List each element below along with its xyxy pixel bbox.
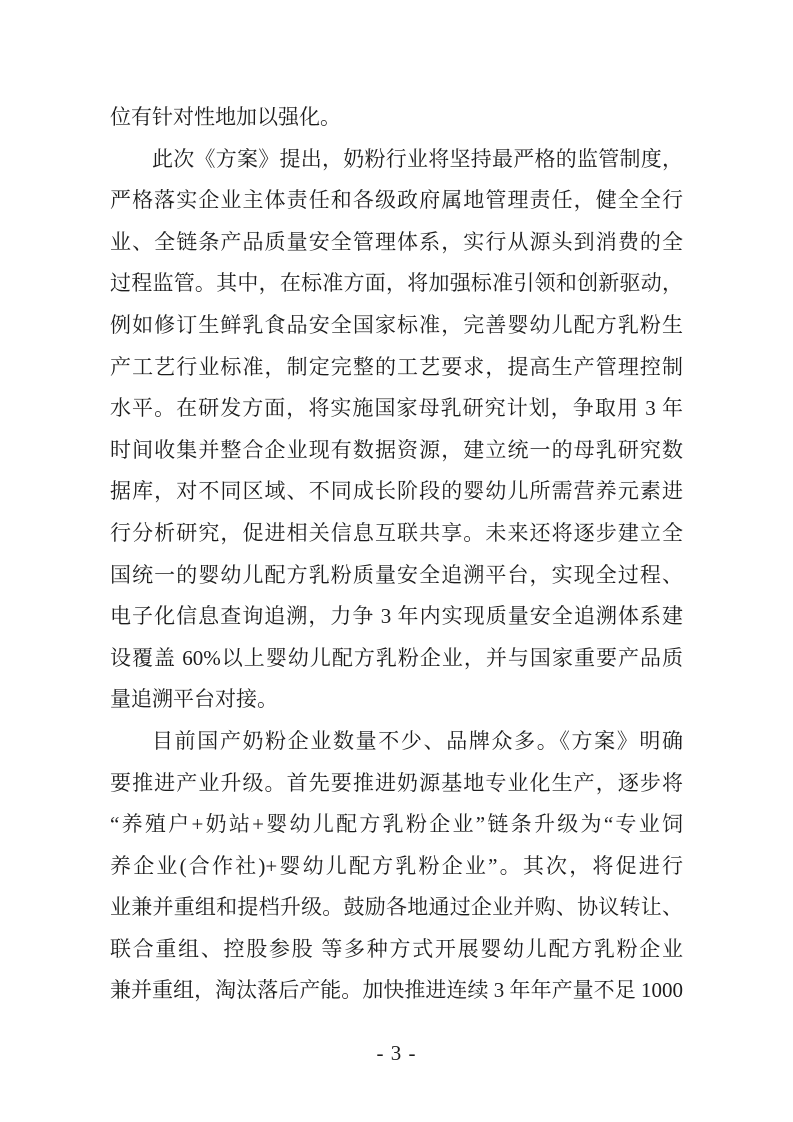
text-line: 业兼并重组和提档升级。鼓励各地通过企业并购、协议转让、	[110, 895, 683, 920]
text-line: 时间收集并整合企业现有数据资源，建立统一的母乳研究数	[110, 437, 683, 462]
text-line: 过程监管。其中，在标准方面，将加强标准引领和创新驱动，	[110, 271, 683, 296]
text-line: 例如修订生鲜乳食品安全国家标准，完善婴幼儿配方乳粉生	[110, 312, 683, 337]
text-line: 联合重组、控股参股 等多种方式开展婴幼儿配方乳粉企业	[110, 936, 683, 961]
text-line: 业、全链条产品质量安全管理体系，实行从源头到消费的全	[110, 229, 683, 254]
text-line: 要推进产业升级。首先要推进奶源基地专业化生产，逐步将	[110, 770, 683, 795]
text-line: 据库，对不同区域、不同成长阶段的婴幼儿所需营养元素进	[110, 479, 683, 504]
text-line: 养企业(合作社)+婴幼儿配方乳粉企业”。其次，将促进行	[110, 853, 683, 878]
text-line: 量追溯平台对接。	[110, 687, 278, 712]
text-line: 产工艺行业标准，制定完整的工艺要求，提高生产管理控制	[110, 354, 683, 379]
text-line: 设覆盖 60%以上婴幼儿配方乳粉企业，并与国家重要产品质	[110, 645, 683, 670]
text-line: 位有针对性地加以强化。	[110, 105, 341, 129]
page-body	[110, 97, 683, 1012]
text-line: 水平。在研发方面，将实施国家母乳研究计划，争取用 3 年	[110, 396, 683, 421]
text-line: 此次《方案》提出，奶粉行业将坚持最严格的监管制度，	[152, 146, 683, 171]
text-line: 电子化信息查询追溯，力争 3 年内实现质量安全追溯体系建	[110, 604, 683, 629]
text-line: 国统一的婴幼儿配方乳粉质量安全追溯平台，实现全过程、	[110, 562, 683, 587]
text-line: 目前国产奶粉企业数量不少、品牌众多。《方案》明确	[152, 728, 683, 753]
text-line: “养殖户+奶站+婴幼儿配方乳粉企业”链条升级为“专业饲	[110, 812, 683, 837]
text-line: 兼并重组，淘汰落后产能。加快推进连续 3 年年产量不足 1000	[110, 978, 683, 1003]
text-line: 严格落实企业主体责任和各级政府属地管理责任，健全全行	[110, 188, 683, 213]
page-number: - 3 -	[376, 1041, 417, 1065]
text-line: 行分析研究，促进相关信息互联共享。未来还将逐步建立全	[110, 520, 683, 545]
